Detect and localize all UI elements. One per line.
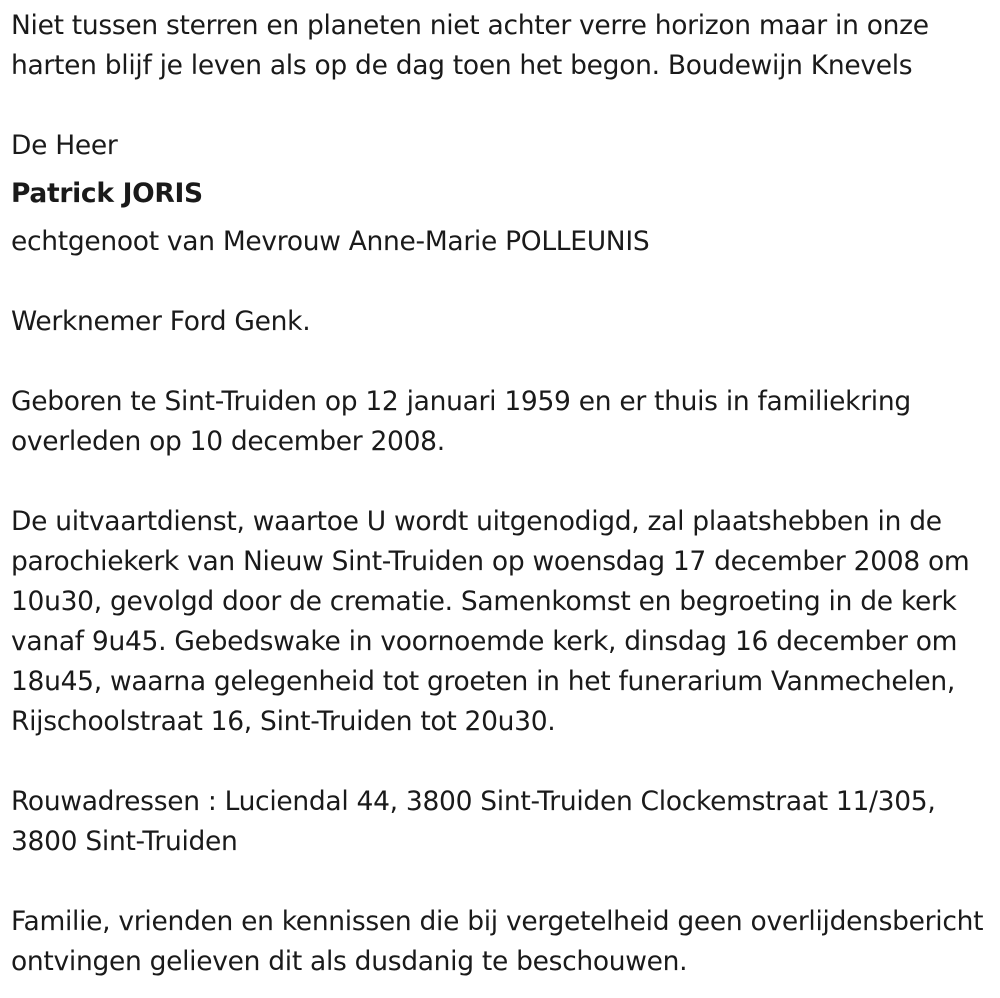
obituary-document: [11, 6, 996, 982]
mourning-addresses: Rouwadressen : Luciendal 44, 3800 Sint-Truiden Clockemstraat 11/305, 3800 Sint-Truiden: [11, 786, 936, 857]
spacer: [11, 342, 996, 382]
spacer: [11, 742, 996, 782]
honorific-title: De Heer: [11, 130, 118, 161]
spacer: [11, 262, 996, 302]
deceased-name: Patrick JORIS: [11, 178, 203, 209]
funeral-paragraph: De uitvaartdienst, waartoe U wordt uitgenodigd, zal plaatshebben in de parochiekerk van Nieuw Sint-Truiden op woensdag 17 december 2008 om 10u30, gevolgd door de crematie. Samenkomst en begroeting in de kerk vanaf 9u45. Gebedswake in voornoemde kerk, dinsdag 16 december om 18u45, waarna gelegenheid tot groeten in het funerarium Vanmechelen, Rijschoolstraat 16, Sint-Truiden tot 20u30.: [11, 506, 970, 737]
spacer: [11, 862, 996, 902]
spacer: [11, 86, 996, 126]
spacer: [11, 462, 996, 502]
employment-line: Werknemer Ford Genk.: [11, 306, 311, 337]
birth-death-paragraph: Geboren te Sint-Truiden op 12 januari 1959 en er thuis in familiekring overleden op 10 december 2008.: [11, 386, 911, 457]
memorial-quote: Niet tussen sterren en planeten niet achter verre horizon maar in onze harten blijf je leven als op de dag toen het begon. Boudewijn Knevels: [11, 10, 929, 81]
spouse-line: echtgenoot van Mevrouw Anne-Marie POLLEUNIS: [11, 226, 650, 257]
closing-paragraph: Familie, vrienden en kennissen die bij vergetelheid geen overlijdensbericht ontvingen gelieven dit als dusdanig te beschouwen.: [11, 906, 984, 977]
